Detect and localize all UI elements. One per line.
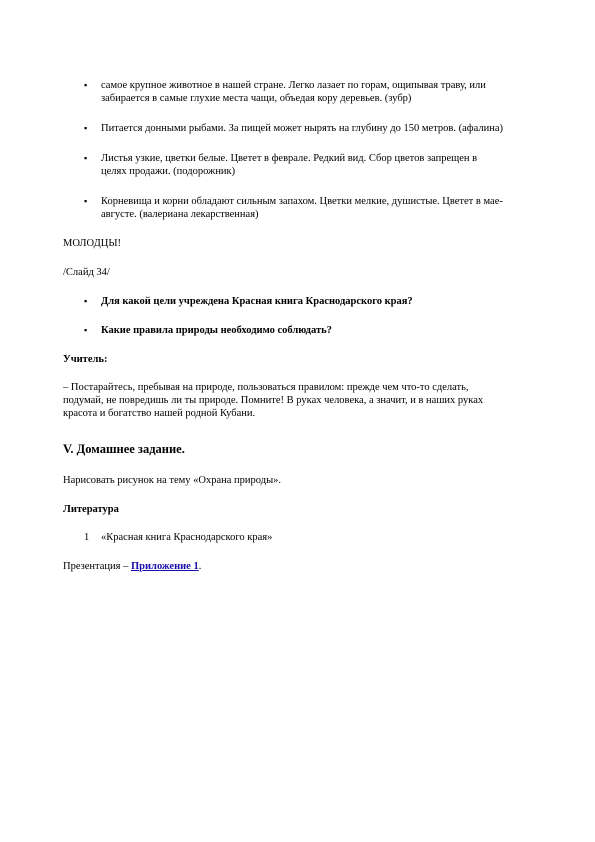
list-item-line: Листья узкие, цветки белые. Цветет в феврале. Редкий вид. Сбор цветов запрещен в <box>101 153 478 164</box>
teacher-speech-line: подумай, не повредишь ли ты природе. Помните! В руках человека, а значит, и в наших руках <box>63 395 484 406</box>
homework-heading: V. Домашнее задание. <box>63 442 185 456</box>
question-text: Для какой цели учреждена Красная книга Краснодарского края? <box>101 296 413 307</box>
bullet-icon: ▪ <box>84 123 88 133</box>
literature-item <box>84 531 272 544</box>
question-list <box>0 295 595 337</box>
list-item <box>0 79 595 105</box>
list-item <box>0 295 595 308</box>
literature-item-text: «Красная книга Краснодарского края» <box>101 532 273 543</box>
teacher-speech <box>63 381 558 420</box>
list-item-line: забирается в самые глухие места чащи, объедая кору деревьев. (зубр) <box>101 93 412 104</box>
list-item <box>0 152 595 178</box>
list-item <box>0 324 595 337</box>
question-text: Какие правила природы необходимо соблюдать? <box>101 325 332 336</box>
teacher-label: Учитель: <box>63 354 108 365</box>
bullet-icon: ▪ <box>84 296 88 306</box>
homework-text: Нарисовать рисунок на тему «Охрана природы». <box>63 475 281 486</box>
list-item-line: целях продажи. (подорожник) <box>101 166 236 177</box>
list-item <box>0 195 595 221</box>
list-item-line: августе. (валериана лекарственная) <box>101 209 259 220</box>
list-item <box>0 122 595 135</box>
list-item-line: Корневища и корни обладают сильным запахом. Цветки мелкие, душистые. Цветет в мае- <box>101 196 503 207</box>
list-item-line: самое крупное животное в нашей стране. Легко лазает по горам, ощипывая траву, или <box>101 80 486 91</box>
literature-item-number: 1 <box>84 532 90 543</box>
bullet-icon: ▪ <box>84 196 88 206</box>
presentation-prefix: Презентация – <box>63 561 131 572</box>
riddle-list <box>0 79 595 221</box>
presentation-suffix: . <box>198 561 202 572</box>
teacher-speech-line: – Постарайтесь, пребывая на природе, пользоваться правилом: прежде чем что-то сделать, <box>63 382 469 393</box>
presentation-line <box>63 560 558 573</box>
teacher-speech-line: красота и богатство нашей родной Кубани. <box>63 408 256 419</box>
literature-heading: Литература <box>63 504 119 515</box>
slide-label: /Слайд 34/ <box>63 267 110 278</box>
appendix-link[interactable]: Приложение 1 <box>131 561 199 572</box>
bullet-icon: ▪ <box>84 325 88 335</box>
bullet-icon: ▪ <box>84 153 88 163</box>
list-item-line: Питается донными рыбами. За пищей может нырять на глубину до 150 метров. (афалина) <box>101 123 503 134</box>
bullet-icon: ▪ <box>84 80 88 90</box>
praise-text: МОЛОДЦЫ! <box>63 238 121 249</box>
